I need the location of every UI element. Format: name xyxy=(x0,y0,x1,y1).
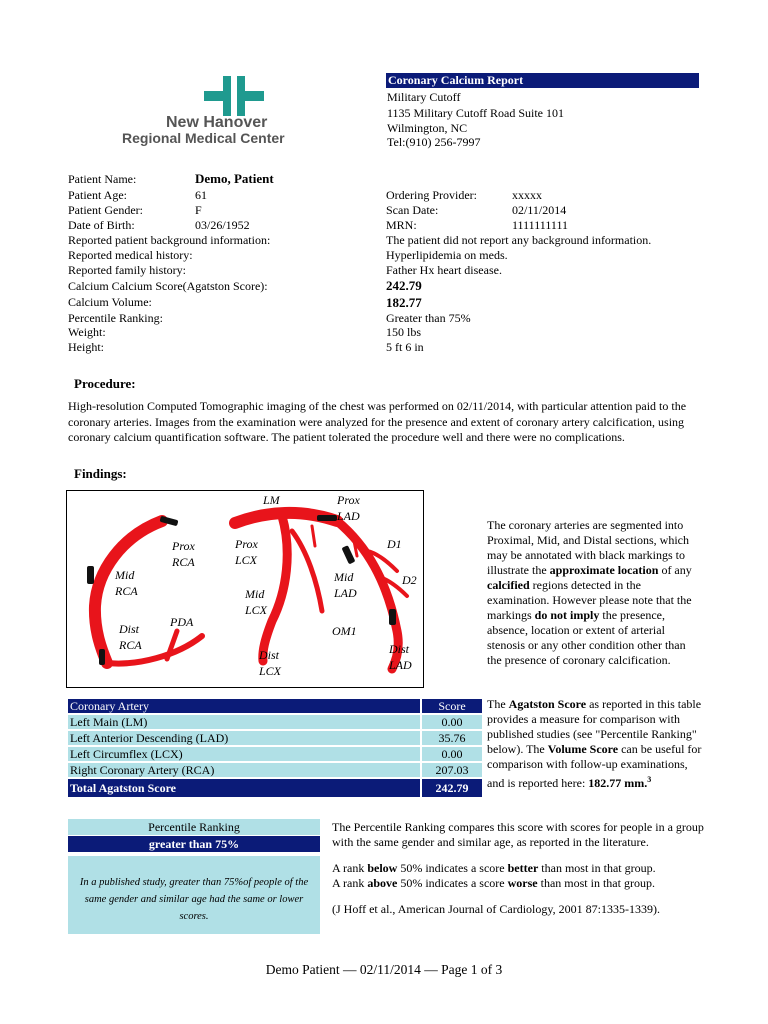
label-om1: OM1 xyxy=(332,624,357,638)
label-mid-lad-2: LAD xyxy=(334,586,357,600)
percentile-box xyxy=(68,819,320,934)
label-dist-lad-1: Dist xyxy=(389,642,410,656)
weight: 150 lbs xyxy=(386,325,422,339)
label: Reported patient background information: xyxy=(68,233,271,247)
report-location: Military Cutoff xyxy=(387,90,461,104)
label-mid-lcx-2: LCX xyxy=(245,603,268,617)
patient-gender: F xyxy=(195,203,202,217)
percentile-ranking: Greater than 75% xyxy=(386,311,471,325)
report-tel: Tel:(910) 256-7997 xyxy=(387,135,481,149)
agatston-note: The Agatston Score as reported in this table provides a measure for comparison with published studies (see "Percentile Ranking" below). The Volume Score can be useful for comparison with follow-up examinations, and is reported here: 182.77 mm.$^3$ xyxy=(487,697,702,790)
background-info: The patient did not report any background information. xyxy=(386,233,652,247)
label-dist-rca-1: Dist xyxy=(119,622,140,636)
report-title: Coronary Calcium Report xyxy=(386,73,699,88)
label: Weight: xyxy=(68,325,106,339)
label-pda: PDA xyxy=(170,615,194,629)
percentile-value: greater than 75% xyxy=(68,836,320,852)
label: Ordering Provider: xyxy=(386,188,477,202)
label-prox-lcx-2: LCX xyxy=(235,553,258,567)
row-artery: Left Main (LM) xyxy=(70,715,148,729)
header-score: Score xyxy=(438,699,466,713)
label-mid-rca-1: Mid xyxy=(115,568,135,582)
logo-line-1: New Hanover xyxy=(166,114,268,131)
row-score: 207.03 xyxy=(435,763,469,777)
total-row xyxy=(68,779,482,797)
label: Patient Name: xyxy=(68,172,137,186)
label-d2: D2 xyxy=(402,573,417,587)
patient-name: Demo, Patient xyxy=(195,171,274,186)
total-label: Total Agatston Score xyxy=(70,781,177,795)
label: Scan Date: xyxy=(386,203,439,217)
percentile-explanation: The Percentile Ranking compares this score with scores for people in a group with the same gender and similar age, as reported in the literature. A rank below 50% indicates a score better than most in that group. A rank above 50% indicates a score worse than most in that group. (J Hoff et al., American Journal of Cardiology, 2001 87:1335-1339). xyxy=(332,820,712,917)
patient-dob: 03/26/1952 xyxy=(195,218,250,232)
scan-date: 02/11/2014 xyxy=(512,203,567,217)
label-dist-lad-2: LAD xyxy=(389,658,412,672)
label-prox-lad-1: Prox xyxy=(337,493,360,507)
percentile-title: Percentile Ranking xyxy=(68,819,320,835)
score-table xyxy=(66,697,484,799)
row-score: 0.00 xyxy=(441,715,463,729)
row-artery: Left Anterior Descending (LAD) xyxy=(70,731,229,745)
label-prox-lcx-1: Prox xyxy=(235,537,258,551)
segments-explanation: The coronary arteries are segmented into Proximal, Mid, and Distal sections, which may be annotated with black markings to illustrate the approximate location of any calcified regions detected in the examination. However please note that the markings do not imply the presence, absence, location or extent of arterial stenosis or any other condition other than the presence of coronary calcification. xyxy=(487,518,692,667)
procedure-heading: Procedure: xyxy=(74,376,136,391)
label-prox-rca-1: Prox xyxy=(172,539,195,553)
table-row xyxy=(68,747,482,761)
patient-age: 61 xyxy=(195,188,207,202)
label: Patient Gender: xyxy=(68,203,143,217)
row-artery: Left Circumflex (LCX) xyxy=(70,747,183,761)
table-row xyxy=(68,715,482,729)
report-city: Wilmington, NC xyxy=(387,121,468,135)
label: Reported medical history: xyxy=(68,248,193,262)
table-row xyxy=(68,763,482,777)
row-artery: Right Coronary Artery (RCA) xyxy=(70,763,215,777)
label-prox-rca-2: RCA xyxy=(172,555,195,569)
label: Date of Birth: xyxy=(68,218,135,232)
rank-below-line: A rank below 50% indicates a score better than most in that group. xyxy=(332,861,656,875)
calcium-volume: 182.77 xyxy=(386,295,422,310)
label-d1: D1 xyxy=(387,537,402,551)
label: Reported family history: xyxy=(68,263,186,277)
table-header xyxy=(68,699,482,713)
label-lm: LM xyxy=(263,493,280,507)
label-dist-lcx-2: LCX xyxy=(259,664,282,678)
table-row xyxy=(68,731,482,745)
label-prox-lad-2: LAD xyxy=(337,509,360,523)
label: Percentile Ranking: xyxy=(68,311,163,325)
medical-cross-icon xyxy=(204,76,264,116)
header-artery: Coronary Artery xyxy=(70,699,149,713)
page-footer: Demo Patient — 02/11/2014 — Page 1 of 3 xyxy=(265,962,503,977)
height: 5 ft 6 in xyxy=(386,340,424,354)
agatston-score: 242.79 xyxy=(386,278,422,293)
findings-heading: Findings: xyxy=(74,466,127,481)
label: Height: xyxy=(68,340,104,354)
percentile-note: In a published study, greater than 75%of people of the same gender and similar age had the same or lower scores. xyxy=(68,856,320,934)
label: Patient Age: xyxy=(68,188,127,202)
logo-line-2: Regional Medical Center xyxy=(122,130,285,146)
medical-history: Hyperlipidemia on meds. xyxy=(386,248,508,262)
row-score: 0.00 xyxy=(441,747,463,761)
label-mid-rca-2: RCA xyxy=(115,584,138,598)
label: MRN: xyxy=(386,218,417,232)
coronary-diagram xyxy=(66,490,424,688)
label: Calcium Calcium Score(Agatston Score): xyxy=(68,279,268,293)
family-history: Father Hx heart disease. xyxy=(386,263,502,277)
hospital-logo xyxy=(118,76,338,146)
rank-above-line: A rank above 50% indicates a score worse than most in that group. xyxy=(332,876,655,890)
report-address: 1135 Military Cutoff Road Suite 101 xyxy=(387,106,564,120)
row-score: 35.76 xyxy=(438,731,466,745)
procedure-text: High-resolution Computed Tomographic imaging of the chest was performed on 02/11/2014, with particular attention paid to the coronary arteries. Images from the examination were analyzed for the presence and extent of coronary artery calcification, using coronary calcium quantification software. The patient tolerated the procedure well and there were no complications. xyxy=(68,399,687,444)
mrn: 1111111111 xyxy=(512,218,568,232)
citation: (J Hoff et al., American Journal of Cardiology, 2001 87:1335-1339). xyxy=(332,902,660,916)
total-score: 242.79 xyxy=(435,781,469,795)
ordering-provider: xxxxx xyxy=(512,188,542,202)
label-dist-lcx-1: Dist xyxy=(259,648,280,662)
label-dist-rca-2: RCA xyxy=(119,638,142,652)
label-mid-lad-1: Mid xyxy=(334,570,354,584)
label: Calcium Volume: xyxy=(68,295,152,309)
label-mid-lcx-1: Mid xyxy=(245,587,265,601)
